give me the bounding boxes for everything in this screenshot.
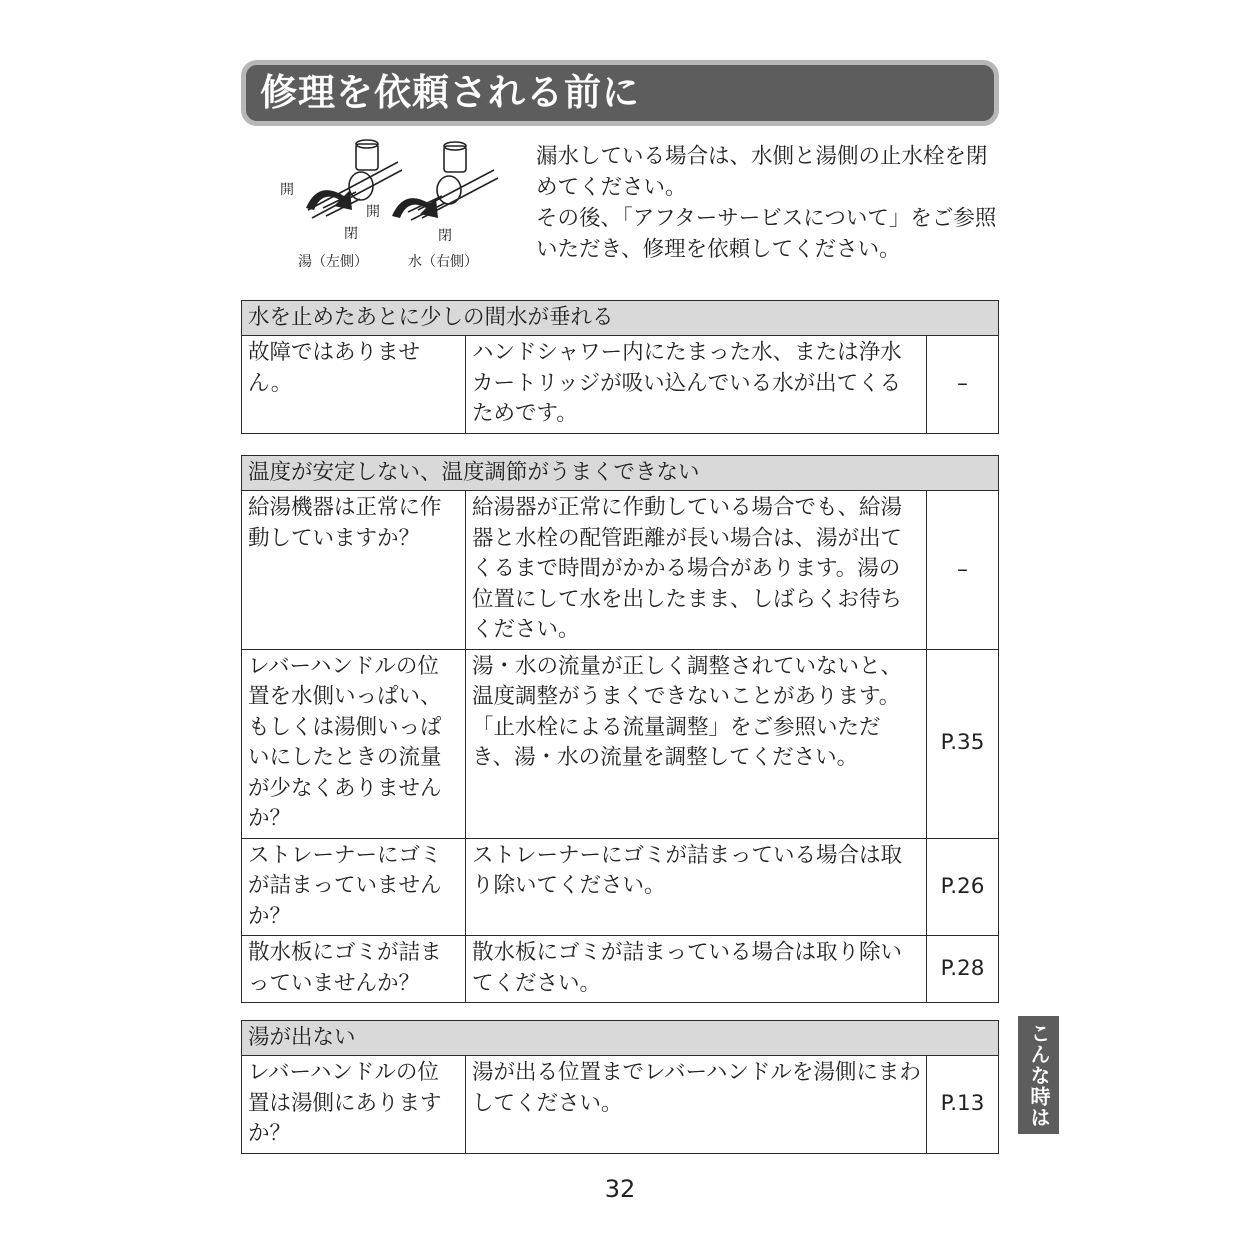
page-number: 32 xyxy=(604,1175,636,1203)
right-close-label: 閉 xyxy=(438,228,452,244)
section-heading: 水を止めたあとに少しの間水が垂れる xyxy=(242,301,999,336)
table-row xyxy=(242,336,999,434)
intro-line-1: 漏水している場合は、水側と湯側の止水栓を閉めてください。 xyxy=(536,144,988,200)
right-open-label: 開 xyxy=(366,204,380,220)
page-ref-cell: P.28 xyxy=(927,936,999,1003)
side-index-tab: こんな時は xyxy=(1018,1016,1059,1134)
troubleshoot-table-dripping xyxy=(241,300,999,434)
check-cell: 故障ではありません。 xyxy=(242,336,466,434)
check-cell: レバーハンドルの位置を水側いっぱい、もしくは湯側いっぱいにしたときの流量が少なくありませんか？ xyxy=(242,649,466,838)
page-ref-cell: P.13 xyxy=(927,1056,999,1154)
intro-text xyxy=(536,141,1006,265)
action-cell: ハンドシャワー内にたまった水、または浄水カートリッジが吸い込んでいる水が出てくるためです。 xyxy=(466,336,927,434)
check-cell: レバーハンドルの位置は湯側にありますか？ xyxy=(242,1056,466,1154)
action-cell: 給湯器が正常に作動している場合でも、給湯器と水栓の配管距離が長い場合は、湯が出てくるまで時間がかかる場合があります。湯の位置にして水を出したまま、しばらくお待ちください。 xyxy=(466,491,927,650)
page-title: 修理を依頼される前に xyxy=(241,60,999,126)
page-ref-cell: P.26 xyxy=(927,838,999,936)
table-row xyxy=(242,838,999,936)
section-heading: 温度が安定しない、温度調節がうまくできない xyxy=(242,456,999,491)
section-heading: 湯が出ない xyxy=(242,1021,999,1056)
page-ref-cell: – xyxy=(927,336,999,434)
check-cell: ストレーナーにゴミが詰まっていませんか？ xyxy=(242,838,466,936)
right-caption: 水（右側） xyxy=(408,254,478,270)
action-cell: ストレーナーにゴミが詰まっている場合は取り除いてください。 xyxy=(466,838,927,936)
troubleshoot-table-temperature xyxy=(241,455,999,1003)
stop-valve-illustration xyxy=(268,138,508,276)
page-ref-cell: P.35 xyxy=(927,649,999,838)
action-cell: 散水板にゴミが詰まっている場合は取り除いてください。 xyxy=(466,936,927,1003)
troubleshoot-table-no-hot-water xyxy=(241,1020,999,1154)
table-row xyxy=(242,1056,999,1154)
check-cell: 散水板にゴミが詰まっていませんか？ xyxy=(242,936,466,1003)
left-caption: 湯（左側） xyxy=(298,254,368,270)
table-row xyxy=(242,491,999,650)
check-cell: 給湯機器は正常に作動していますか？ xyxy=(242,491,466,650)
action-cell: 湯・水の流量が正しく調整されていないと、温度調整がうまくできないことがあります。「止水栓による流量調整」をご参照いただき、湯・水の流量を調整してください。 xyxy=(466,649,927,838)
left-close-label: 閉 xyxy=(344,226,358,242)
intro-line-2: その後、「アフターサービスについて」をご参照いただき、修理を依頼してください。 xyxy=(536,206,997,262)
table-row xyxy=(242,936,999,1003)
page-ref-cell: – xyxy=(927,491,999,650)
table-row xyxy=(242,649,999,838)
left-open-label: 開 xyxy=(280,182,294,198)
action-cell: 湯が出る位置までレバーハンドルを湯側にまわしてください。 xyxy=(466,1056,927,1154)
